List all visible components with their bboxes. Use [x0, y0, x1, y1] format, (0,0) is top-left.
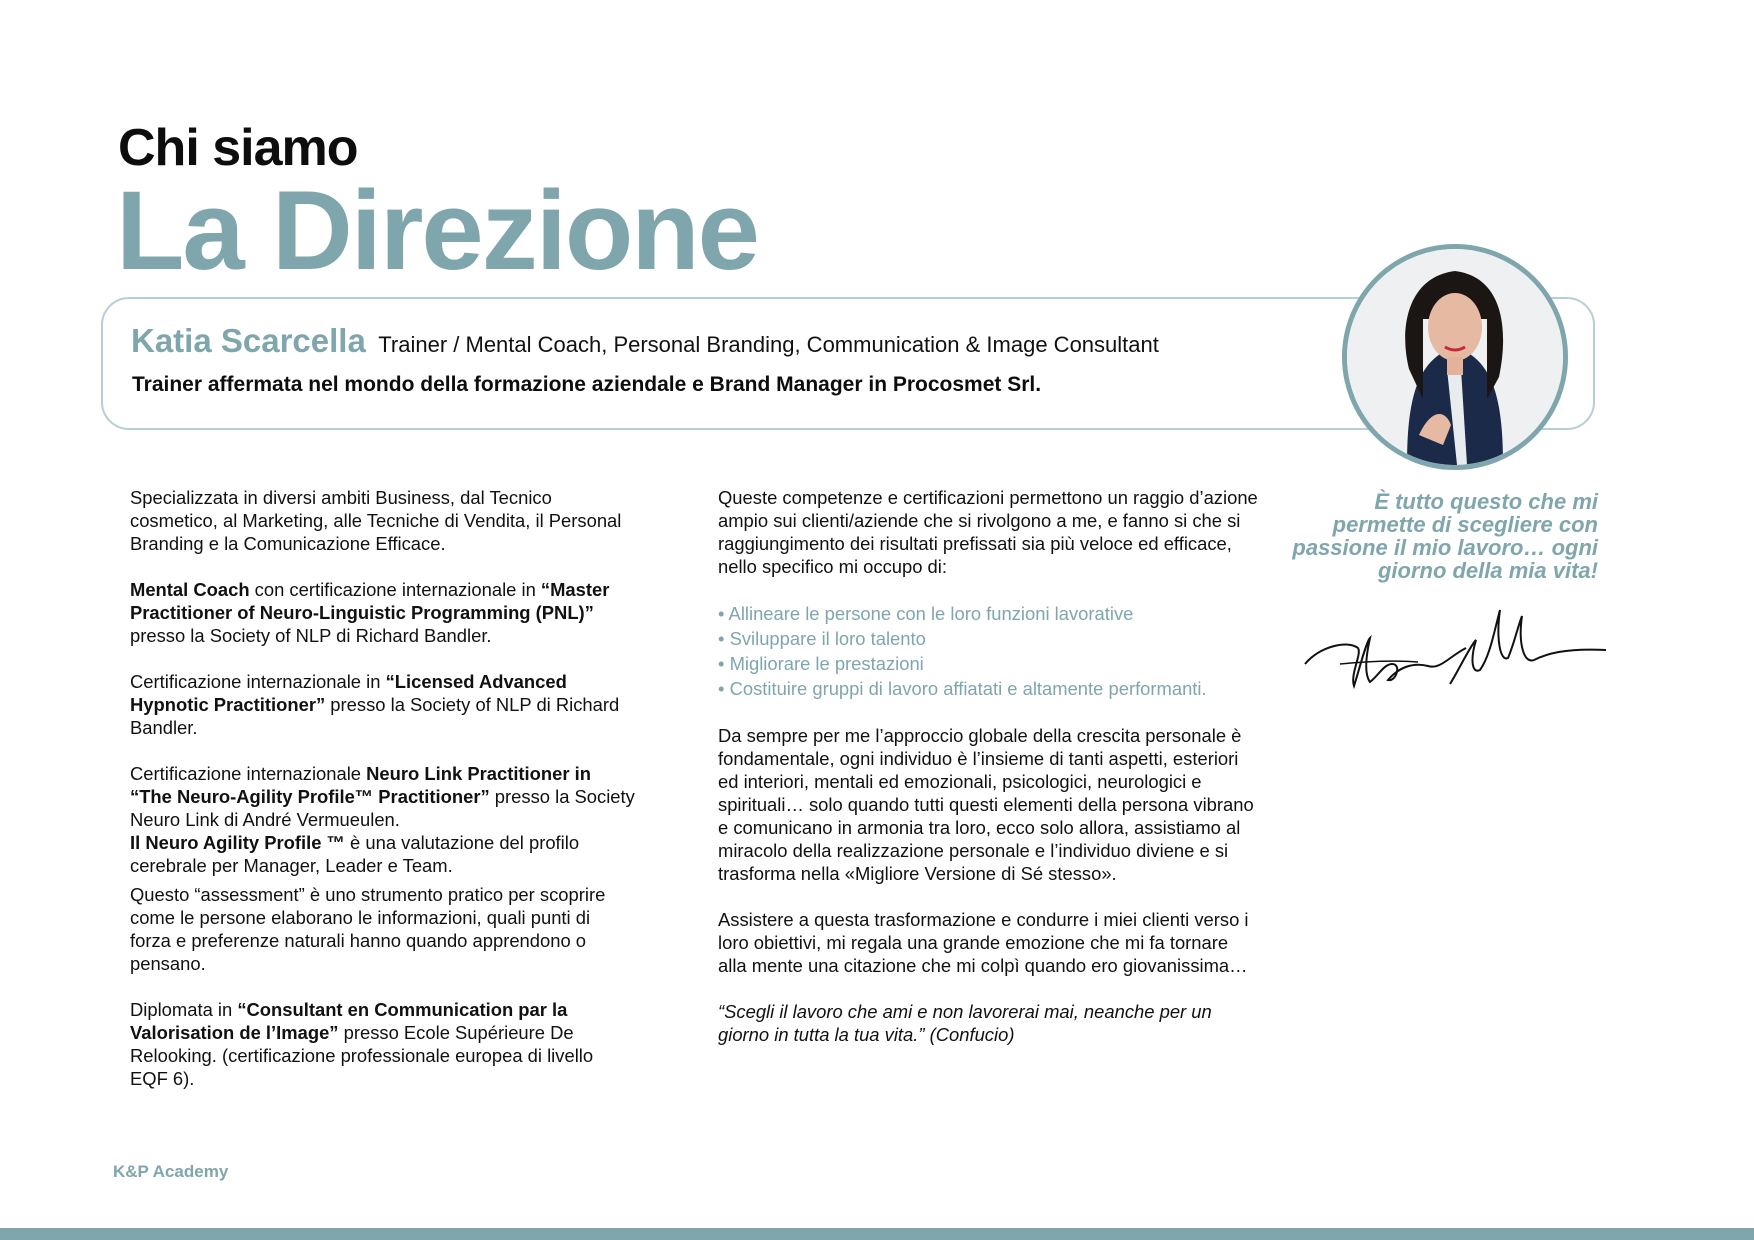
- neuro-agility-profile: Il Neuro Agility Profile ™: [130, 832, 345, 853]
- diploma-title: “Consultant en Communication par la Valorisation de l’Image”: [130, 999, 568, 1043]
- transformation-paragraph: Assistere a questa trasformazione e condurre i miei clienti verso i loro obiettivi, mi regala una grande emozione che mi fa tornare alla mente una citazione che mi colpì quando ero giovanissima…: [718, 909, 1249, 976]
- nlp-certification: [130, 578, 635, 647]
- neuro-agility-description: è una valutazione del profilo cerebrale per Manager, Leader e Team.: [130, 832, 580, 876]
- diploma-details: presso Ecole Supérieure De Relooking. (certificazione professionale europea di livello EQF 6).: [130, 1022, 594, 1089]
- nlp-text: con certificazione internazionale in: [249, 579, 541, 600]
- hypnotic-text: Certificazione internazionale in: [130, 671, 386, 692]
- list-item: • Migliorare le prestazioni: [718, 651, 1258, 676]
- person-name: Katia Scarcella: [131, 322, 366, 359]
- hypnotic-issuer: presso la Society of NLP di Richard Bandler.: [130, 694, 620, 738]
- competences-paragraph: Queste competenze e certificazioni permettono un raggio d’azione ampio sui clienti/aziende che si rivolgono a me, e fanno si che si raggiungimento dei risultati prefissati sia più veloce ed efficace, nello specifico mi occupo di:: [718, 487, 1258, 577]
- list-item: • Costituire gruppi di lavoro affiatati e altamente performanti.: [718, 676, 1258, 701]
- assessment-paragraph: Questo “assessment” è uno strumento pratico per scoprire come le persone elaborano le informazioni, quali punti di forza e preferenze naturali hanno quando apprendono o pensano.: [130, 884, 606, 974]
- services-list: [718, 601, 1258, 701]
- person-roles: Trainer / Mental Coach, Personal Branding, Communication & Image Consultant: [378, 332, 1159, 357]
- page-title: La Direzione: [116, 168, 758, 293]
- diploma-text: Diplomata in: [130, 999, 238, 1020]
- list-item: • Allineare le persone con le loro funzioni lavorative: [718, 601, 1258, 626]
- confucius-quote: “Scegli il lavoro che ami e non lavorerai mai, neanche per un giorno in tutta la tua vita.” (Confucio): [718, 1001, 1212, 1045]
- nlp-bold-title: Mental Coach: [130, 579, 250, 600]
- side-quote: È tutto questo che mi permette di scegliere con passione il mio lavoro… ogni giorno della mia vita!: [1292, 489, 1598, 583]
- section-kicker: Chi siamo: [118, 119, 358, 177]
- signature-icon: [1300, 604, 1610, 694]
- left-column: [130, 486, 635, 1113]
- person-silhouette-icon: [1347, 249, 1563, 465]
- footer-bar: [0, 1228, 1754, 1240]
- neurolink-issuer: presso la Society Neuro Link di André Vermueulen.: [130, 786, 635, 830]
- approach-paragraph: Da sempre per me l’approccio globale della crescita personale è fondamentale, ogni individuo è l’insieme di tanti aspetti, esteriori ed interiori, mentali ed emozionali, psicologici, neurologici e spirituali… solo quando tutti questi elementi della persona vibrano e comunicano in armonia tra loro, ecco solo allora, assistiamo al miracolo della realizzazione personale e l’individuo diviene e si trasforma nella «Migliore Versione di Sé stesso».: [718, 725, 1254, 884]
- neurolink-text: Certificazione internazionale: [130, 763, 367, 784]
- profile-name-line: [131, 322, 1159, 360]
- nlp-program: “Master Practitioner of Neuro-Linguistic Programming (PNL)”: [130, 579, 610, 623]
- right-column: [718, 486, 1258, 1069]
- hypnotic-program: “Licensed Advanced Hypnotic Practitioner”: [130, 671, 567, 715]
- hypnotic-certification: [130, 670, 635, 739]
- diploma-paragraph: [130, 998, 635, 1090]
- footer-brand: K&P Academy: [113, 1162, 229, 1181]
- list-item: • Sviluppare il loro talento: [718, 626, 1258, 651]
- person-tagline: Trainer affermata nel mondo della formazione aziendale e Brand Manager in Procosmet Srl.: [132, 373, 1042, 396]
- neurolink-program: Neuro Link Practitioner in “The Neuro-Agility Profile™ Practitioner”: [130, 763, 591, 807]
- nlp-issuer: presso la Society of NLP di Richard Bandler.: [130, 625, 492, 646]
- portrait-photo: [1342, 244, 1568, 470]
- neurolink-certification: [130, 762, 635, 877]
- intro-paragraph: Specializzata in diversi ambiti Business, dal Tecnico cosmetico, al Marketing, alle Tecniche di Vendita, il Personal Branding e la Comunicazione Efficace.: [130, 487, 622, 554]
